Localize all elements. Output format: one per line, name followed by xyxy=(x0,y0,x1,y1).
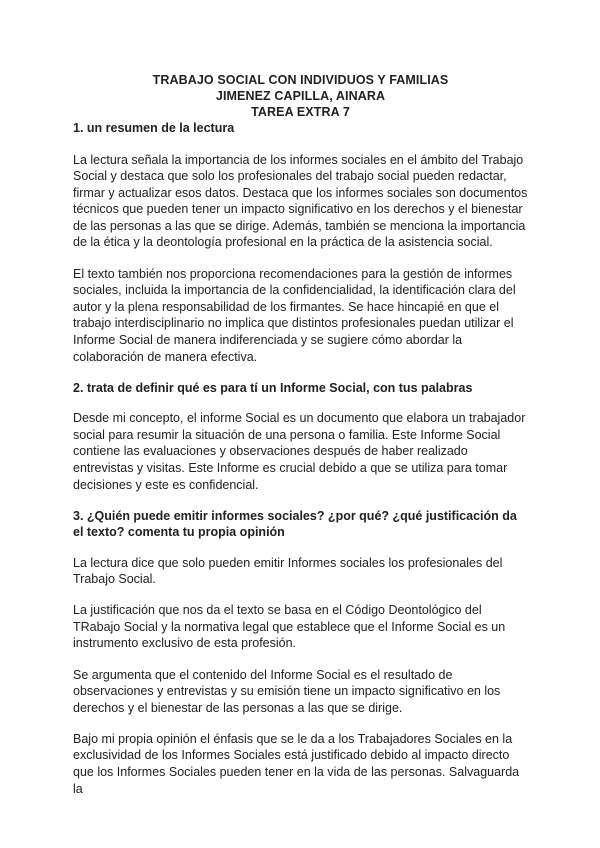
section-1-paragraph-1: La lectura señala la importancia de los informes sociales en el ámbito del Trabajo Social y destaca que solo los profesionales del trabajo social pueden redactar, firmar y actualizar esos datos. Destaca que los informes sociales son documentos técnicos que pueden tener un impacto significativo en los derechos y el bienestar de las personas a las que se dirige. Además, también se menciona la importancia de la ética y la deontología profesional en la práctica de la asistencia social. xyxy=(73,152,528,250)
section-2-paragraph-1: Desde mi concepto, el informe Social es un documento que elabora un trabajador social para resumir la situación de una persona o familia. Este Informe Social contiene las evaluaciones y observaciones después de haber realizado entrevistas y visitas. Este Informe es crucial debido a que se utiliza para tomar decisiones y este es confidencial. xyxy=(73,411,526,492)
section-3-paragraph-2: La justificación que nos da el texto se basa en el Código Deontológico del TRabajo Social y la normativa legal que establece que el Informe Social es un instrumento exclusivo de esta profesión. xyxy=(73,603,506,651)
section-3-paragraph-3: Se argumenta que el contenido del Informe Social es el resultado de observaciones y entrevistas y su emisión tiene un impacto significativo en los derechos y el bienestar de las personas a las que se dirige. xyxy=(73,667,501,715)
section-3-heading: 3. ¿Quién puede emitir informes sociales? ¿por qué? ¿qué justificación da el texto? comenta tu propia opinión xyxy=(73,508,517,540)
course-title: TRABAJO SOCIAL CON INDIVIDUOS Y FAMILIAS xyxy=(152,73,449,87)
section-3-paragraph-4: Bajo mi propia opinión el énfasis que se le da a los Trabajadores Sociales en la exclusividad de los Informes Sociales está justificado debido al impacto directo que los Informes Sociales pueden tener en la vida de las personas. Salvaguarda la xyxy=(73,731,520,796)
author-name: JIMENEZ CAPILLA, AINARA xyxy=(215,89,386,103)
section-3-paragraph-1: La lectura dice que solo pueden emitir Informes sociales los profesionales del Trabajo Social. xyxy=(73,555,503,587)
section-2-heading: 2. trata de definir qué es para tí un Informe Social, con tus palabras xyxy=(73,380,473,395)
section-1-heading: 1. un resumen de la lectura xyxy=(73,121,235,135)
assignment-title: TAREA EXTRA 7 xyxy=(251,105,350,119)
document-header xyxy=(73,72,528,120)
section-1-paragraph-2: El texto también nos proporciona recomendaciones para la gestión de informes sociales, incluida la importancia de la confidencialidad, la identificación clara del autor y la plena responsabilidad de los firmantes. Se hace hincapié en que el trabajo interdisciplinario no implica que distintos profesionales puedan utilizar el Informe Social de manera indiferenciada y se sugiere cómo abordar la colaboración de manera efectiva. xyxy=(73,266,516,364)
